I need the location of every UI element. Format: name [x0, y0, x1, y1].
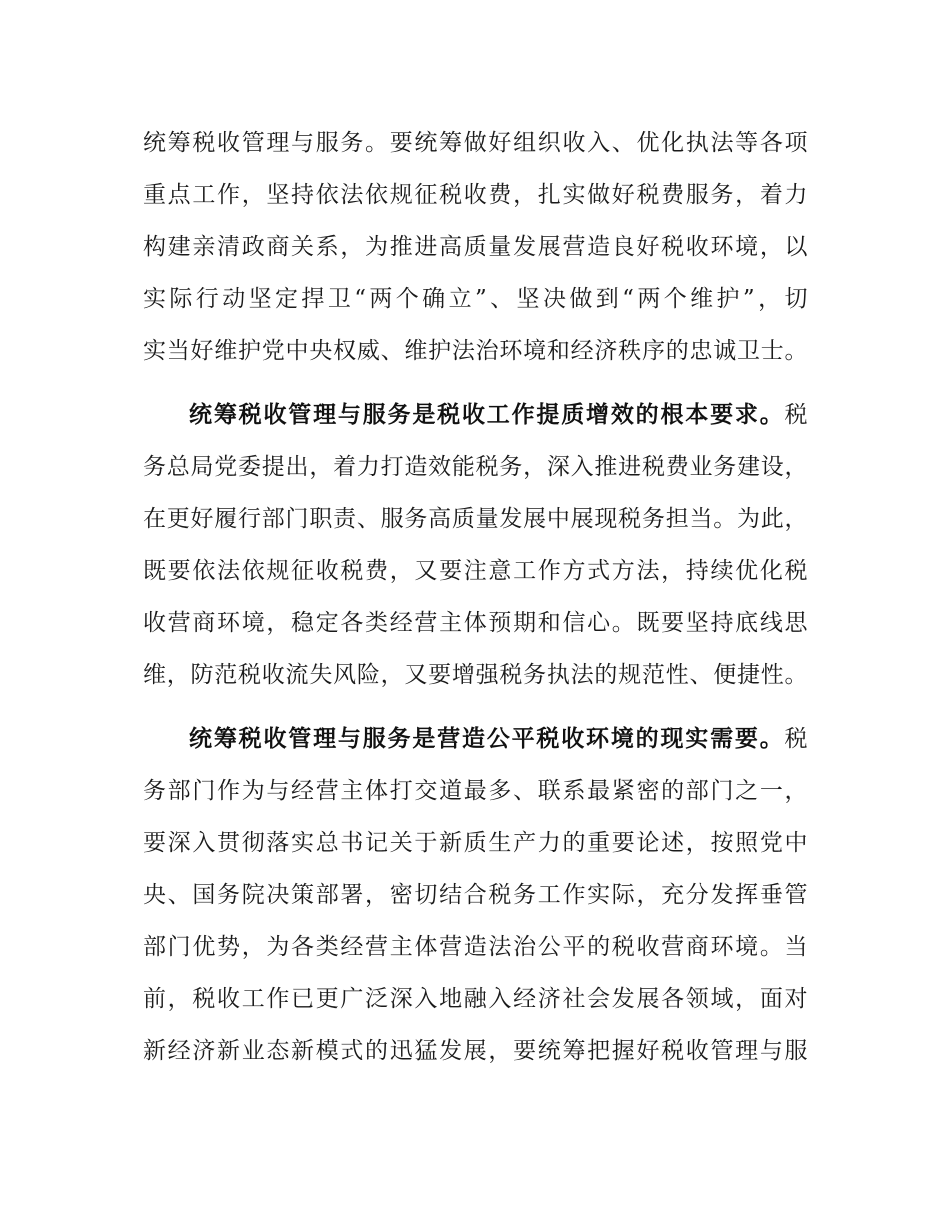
text-line: 新经济新业态新模式的迅猛发展，要统筹把握好税收管理与服 [143, 1038, 808, 1064]
text-line: 务部门作为与经营主体打交道最多、联系最紧密的部门之一， [143, 778, 808, 804]
article-body [143, 117, 808, 1089]
paragraph-2 [143, 389, 808, 701]
text-line: 维，防范税收流失风险，又要增强税务执法的规范性、便捷性。 [143, 662, 808, 688]
paragraph-heading: 统筹税收管理与服务是营造公平税收环境的现实需要。 [189, 726, 785, 752]
text-line: 构建亲清政商关系，为推进高质量发展营造良好税收环境，以 [143, 234, 808, 260]
text-line: 央、国务院决策部署，密切结合税务工作实际，充分发挥垂管 [143, 882, 808, 908]
paragraph-heading: 统筹税收管理与服务是税收工作提质增效的根本要求。 [189, 402, 785, 428]
text-line: 统筹税收管理与服务。要统筹做好组织收入、优化执法等各项 [143, 130, 808, 156]
text-line: 实当好维护党中央权威、维护法治环境和经济秩序的忠诚卫士。 [143, 338, 808, 364]
paragraph-3 [143, 713, 808, 1077]
text-line: 部门优势，为各类经营主体营造法治公平的税收营商环境。当 [143, 934, 808, 960]
text-line: 务总局党委提出，着力打造效能税务，深入推进税费业务建设， [143, 454, 808, 480]
text-line: 要深入贯彻落实总书记关于新质生产力的重要论述，按照党中 [143, 830, 808, 856]
text-line: 既要依法依规征收税费，又要注意工作方式方法，持续优化税 [143, 558, 808, 584]
text-line-lead [143, 389, 808, 441]
text-line-lead [143, 713, 808, 765]
lead-continuation: 税 [784, 726, 808, 752]
lead-continuation: 税 [784, 402, 808, 428]
text-line: 前，税收工作已更广泛深入地融入经济社会发展各领域，面对 [143, 986, 808, 1012]
text-line: 在更好履行部门职责、服务高质量发展中展现税务担当。为此， [143, 506, 808, 532]
text-line: 实际行动坚定捍卫“两个确立”、坚决做到“两个维护”，切 [143, 286, 808, 312]
text-line: 重点工作，坚持依法依规征税收费，扎实做好税费服务，着力 [143, 182, 808, 208]
text-line: 收营商环境，稳定各类经营主体预期和信心。既要坚持底线思 [143, 610, 808, 636]
paragraph-1 [143, 117, 808, 377]
